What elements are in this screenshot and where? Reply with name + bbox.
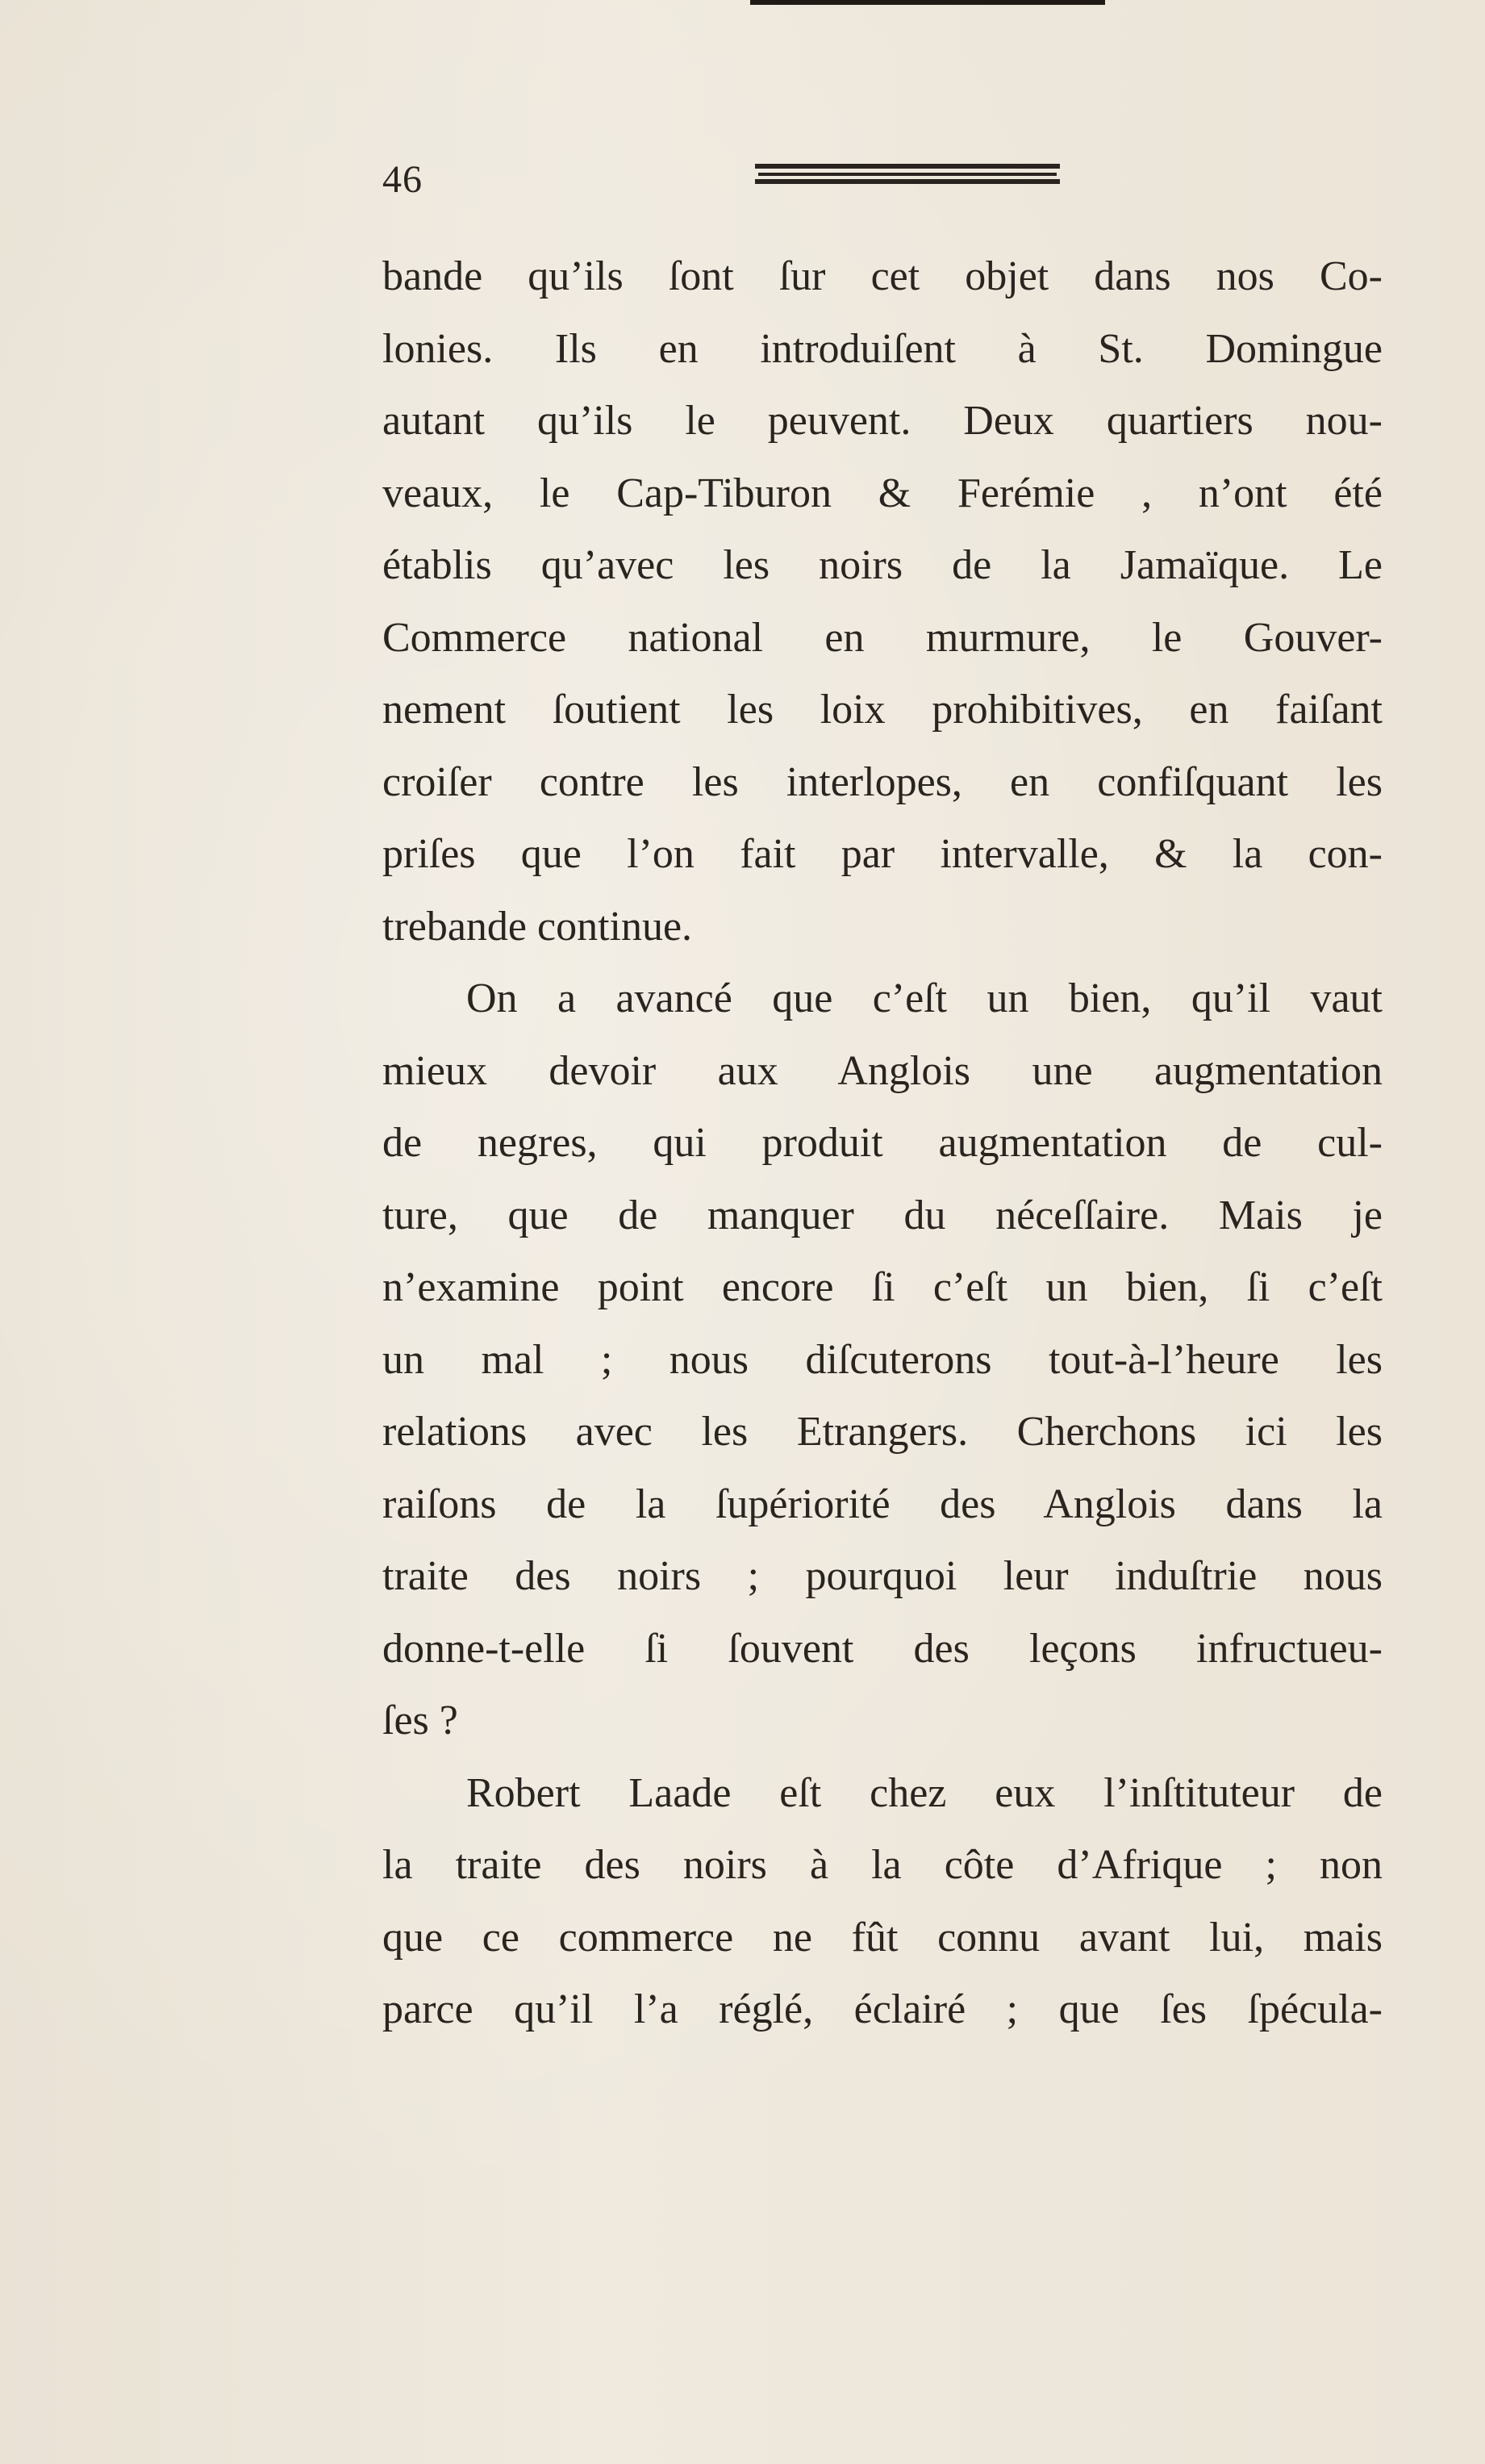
text-line: ture, que de manquer du néceſſaire. Mais je: [382, 1192, 1383, 1238]
text-line: parce qu’il l’a réglé, éclairé ; que ſes ſpécula-: [382, 1986, 1383, 2032]
text-line: lonies. Ils en introduiſent à St. Domingue: [382, 325, 1383, 372]
text-line: n’examine point encore ſi c’eſt un bien, ſi c’eſt: [382, 1264, 1383, 1310]
rule-line: [755, 164, 1060, 169]
text-line: la traite des noirs à la côte d’Afrique ; non: [382, 1842, 1383, 1888]
text-line: Robert Laade eſt chez eux l’inſtituteur de: [466, 1769, 1383, 1816]
text-line: croiſer contre les interlopes, en confiſquant les: [382, 758, 1383, 805]
rule-line: [758, 173, 1057, 176]
text-line: relations avec les Etrangers. Cherchons ici les: [382, 1409, 1383, 1455]
text-line: veaux, le Cap-Tiburon & Ferémie , n’ont été: [382, 470, 1383, 516]
text-line: nement ſoutient les loix prohibitives, en faiſant: [382, 687, 1383, 733]
page-top-edge: [750, 0, 1105, 5]
text-line: trebande continue.: [382, 903, 693, 950]
text-line: autant qu’ils le peuvent. Deux quartiers nou-: [382, 398, 1383, 444]
text-line: mieux devoir aux Anglois une augmentation: [382, 1047, 1383, 1094]
rule-line: [755, 179, 1060, 184]
text-line: établis qu’avec les noirs de la Jamaïque. Le: [382, 542, 1383, 588]
text-line: donne-t-elle ſi ſouvent des leçons infructueu-: [382, 1625, 1383, 1672]
text-line: bande qu’ils ſont ſur cet objet dans nos Co-: [382, 253, 1383, 299]
text-line: priſes que l’on fait par intervalle, & la con-: [382, 831, 1383, 877]
header-ornament-rule: [755, 164, 1060, 188]
text-line: On a avancé que c’eſt un bien, qu’il vaut: [466, 975, 1383, 1021]
text-line: raiſons de la ſupériorité des Anglois dans la: [382, 1480, 1383, 1527]
text-line: Commerce national en murmure, le Gouver-: [382, 614, 1383, 661]
text-line: de negres, qui produit augmentation de cul-: [382, 1120, 1383, 1166]
page-number: 46: [382, 158, 423, 201]
text-line: que ce commerce ne fût connu avant lui, mais: [382, 1914, 1383, 1961]
text-line: ſes ?: [382, 1698, 458, 1744]
body-text: [382, 240, 1383, 2046]
text-line: un mal ; nous diſcuterons tout-à-l’heure les: [382, 1336, 1383, 1383]
text-line: traite des noirs ; pourquoi leur induſtrie nous: [382, 1553, 1383, 1599]
